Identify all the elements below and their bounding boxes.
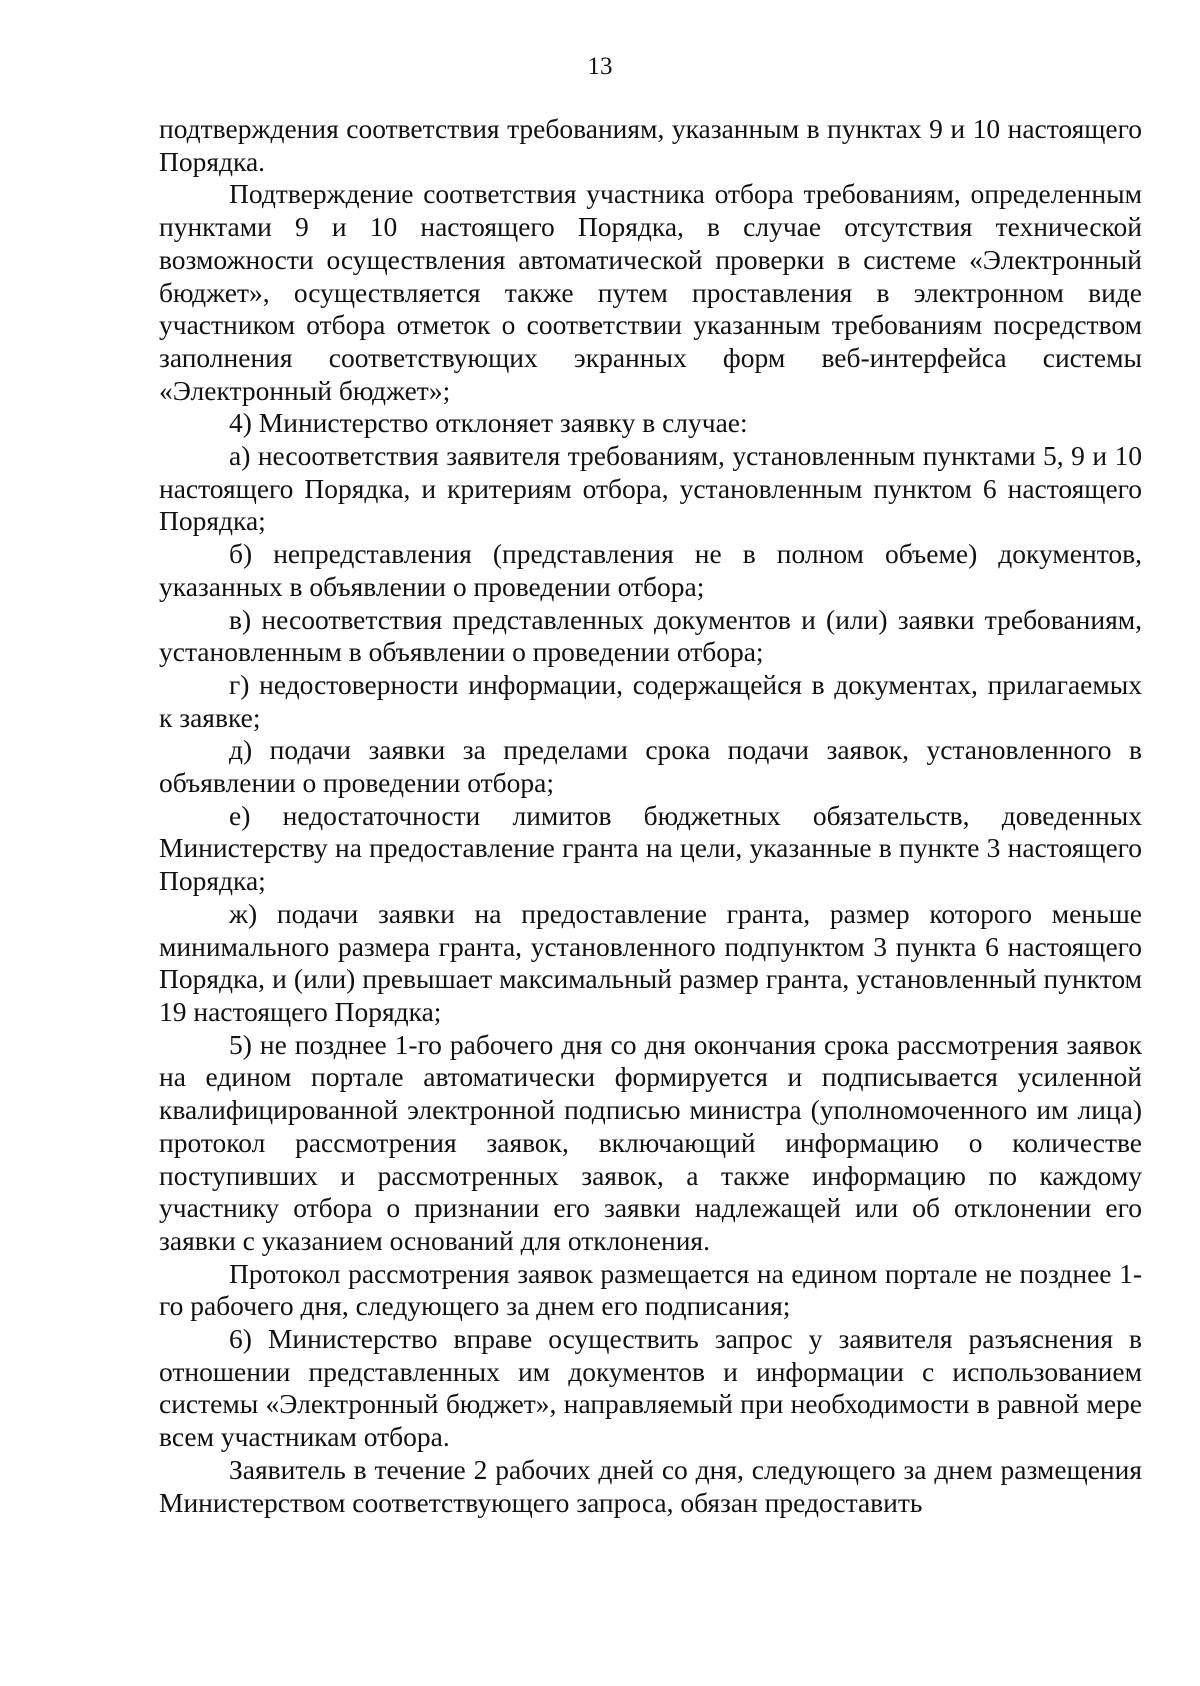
paragraph-confirmation: Подтверждение соответствия участника отбора требованиям, определенным пунктами 9 и 10 настоящего Порядка, в случае отсутствия технической возможности осуществления автоматической проверки в системе «Электронный бюджет», осуществляется также путем проставления в электронном виде участником отбора отметок о соответствии указанным требованиям посредством заполнения соответствующих экранных форм веб-интерфейса системы «Электронный бюджет»; (159, 178, 1142, 406)
paragraph-item-4: 4) Министерство отклоняет заявку в случае: (229, 407, 748, 439)
page-number: 13 (587, 53, 613, 80)
paragraph-item-4a: а) несоответствия заявителя требованиям, установленным пунктами 5, 9 и 10 настоящего Порядка, и критериям отбора, установленным пунктом 6 настоящего Порядка; (159, 440, 1142, 537)
paragraph-item-4v: в) несоответствия представленных документов и (или) заявки требованиям, установленным в объявлении о проведении отбора; (159, 603, 1142, 668)
paragraph-continuation: подтверждения соответствия требованиям, указанным в пунктах 9 и 10 настоящего Порядка. (159, 113, 1142, 177)
paragraph-protocol: Протокол рассмотрения заявок размещается на едином портале не позднее 1-го рабочего дня, следующего за днем его подписания; (159, 1257, 1142, 1322)
paragraph-item-4d: д) подачи заявки за пределами срока подачи заявок, установленного в объявлении о проведении отбора; (159, 734, 1142, 799)
paragraph-item-5: 5) не позднее 1-го рабочего дня со дня окончания срока рассмотрения заявок на едином портале автоматически формируется и подписывается усиленной квалифицированной электронной подписью министра (уполномоченного им лица) протокол рассмотрения заявок, включающий информацию о количестве поступивших и рассмотренных заявок, а также информацию по каждому участнику отбора о признании его заявки надлежащей или об отклонении его заявки с указанием оснований для отклонения. (159, 1028, 1142, 1256)
document-body (159, 113, 1142, 1519)
paragraph-item-4e: е) недостаточности лимитов бюджетных обязательств, доведенных Министерству на предоставление гранта на цели, указанные в пункте 3 настоящего Порядка; (159, 799, 1142, 897)
paragraph-item-4b: б) непредставления (представления не в полном объеме) документов, указанных в объявлении о проведении отбора; (159, 538, 1142, 602)
paragraph-item-4zh: ж) подачи заявки на предоставление гранта, размер которого меньше минимального размера гранта, установленного подпунктом 3 пункта 6 настоящего Порядка, и (или) превышает максимальный размер гранта, установленный пунктом 19 настоящего Порядка; (159, 897, 1142, 1027)
paragraph-applicant: Заявитель в течение 2 рабочих дней со дня, следующего за днем размещения Министерством соответствующего запроса, обязан предоставить (159, 1453, 1142, 1518)
paragraph-item-6: 6) Министерство вправе осуществить запрос у заявителя разъяснения в отношении представленных им документов и информации с использованием системы «Электронный бюджет», направляемый при необходимости в равной мере всем участникам отбора. (159, 1323, 1142, 1453)
paragraph-item-4g: г) недостоверности информации, содержащейся в документах, прилагаемых к заявке; (159, 668, 1142, 733)
